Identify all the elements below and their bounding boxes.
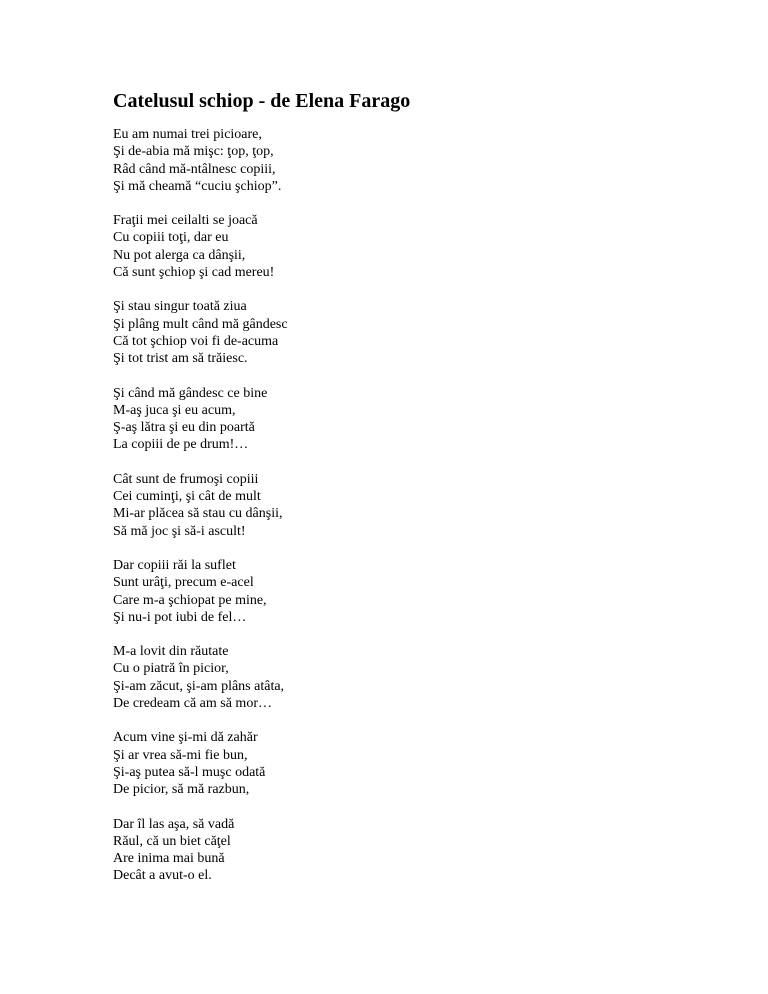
poem-line: Acum vine şi-mi dă zahăr bbox=[113, 730, 258, 746]
poem-line: Şi mă cheamă “cuciu şchiop”. bbox=[113, 178, 282, 194]
poem-line: Să mă joc şi să-i ascult! bbox=[113, 523, 246, 539]
poem-line: Dar copiii răi la suflet bbox=[113, 557, 236, 573]
poem-title: Catelusul schiop - de Elena Farago bbox=[113, 90, 411, 112]
poem-line: Şi stau singur toată ziua bbox=[113, 299, 247, 315]
stanza-2 bbox=[113, 212, 713, 281]
poem-line: Care m-a şchiopat pe mine, bbox=[113, 592, 267, 608]
poem-line: Dar îl las aşa, să vadă bbox=[113, 816, 235, 832]
document-page bbox=[113, 88, 713, 902]
poem-line: Cât sunt de frumoşi copiii bbox=[113, 471, 259, 487]
poem-line: Şi nu-i pot iubi de fel… bbox=[113, 609, 247, 625]
poem-line: Şi ar vrea să-mi fie bun, bbox=[113, 747, 248, 763]
poem-line: Râd când mă-ntâlnesc copiii, bbox=[113, 161, 276, 177]
poem-line: Şi când mă gândesc ce bine bbox=[113, 385, 268, 401]
poem-line: Mi-ar plăcea să stau cu dânşii, bbox=[113, 506, 283, 522]
stanza-3 bbox=[113, 298, 713, 367]
poem-line: Şi-aş putea să-l muşc odată bbox=[113, 764, 266, 780]
poem-line: Eu am numai trei picioare, bbox=[113, 127, 262, 142]
stanza-9 bbox=[113, 816, 713, 885]
poem-line: Cu copiii toţi, dar eu bbox=[113, 230, 229, 246]
poem-line: Fraţii mei ceilalti se joacă bbox=[113, 213, 258, 229]
stanza-8 bbox=[113, 729, 713, 798]
poem-line: Sunt urâţi, precum e-acel bbox=[113, 575, 254, 591]
poem-line: De picior, să mă razbun, bbox=[113, 782, 250, 798]
stanza-5 bbox=[113, 471, 713, 540]
poem-line: Răul, că un biet căţel bbox=[113, 833, 231, 849]
poem-line: De credeam că am să mor… bbox=[113, 696, 272, 712]
stanza-7 bbox=[113, 643, 713, 712]
poem-line: Şi de-abia mă mişc: ţop, ţop, bbox=[113, 144, 274, 160]
poem-line: Ş-aş lătra şi eu din poartă bbox=[113, 420, 255, 436]
poem-line: Că sunt şchiop şi cad mereu! bbox=[113, 265, 275, 281]
stanza-4 bbox=[113, 385, 713, 454]
poem-line: Şi plâng mult când mă gândesc bbox=[113, 316, 288, 332]
stanza-1 bbox=[113, 126, 713, 195]
poem-line: M-aş juca şi eu acum, bbox=[113, 402, 236, 418]
poem-line: Decât a avut-o el. bbox=[113, 868, 212, 884]
poem-line: Cei cuminţi, şi cât de mult bbox=[113, 489, 261, 505]
poem-line: Nu pot alerga ca dânşii, bbox=[113, 247, 246, 263]
poem-line: Şi-am zăcut, şi-am plâns atâta, bbox=[113, 678, 285, 694]
poem-line: M-a lovit din răutate bbox=[113, 644, 229, 660]
poem-line: Şi tot trist am să trăiesc. bbox=[113, 351, 248, 367]
poem-line: Că tot şchiop voi fi de-acuma bbox=[113, 333, 279, 349]
poem-line: Cu o piatră în picior, bbox=[113, 661, 229, 677]
poem-line: La copiii de pe drum!… bbox=[113, 437, 249, 453]
stanza-6 bbox=[113, 557, 713, 626]
poem-line: Are inima mai bună bbox=[113, 851, 225, 867]
